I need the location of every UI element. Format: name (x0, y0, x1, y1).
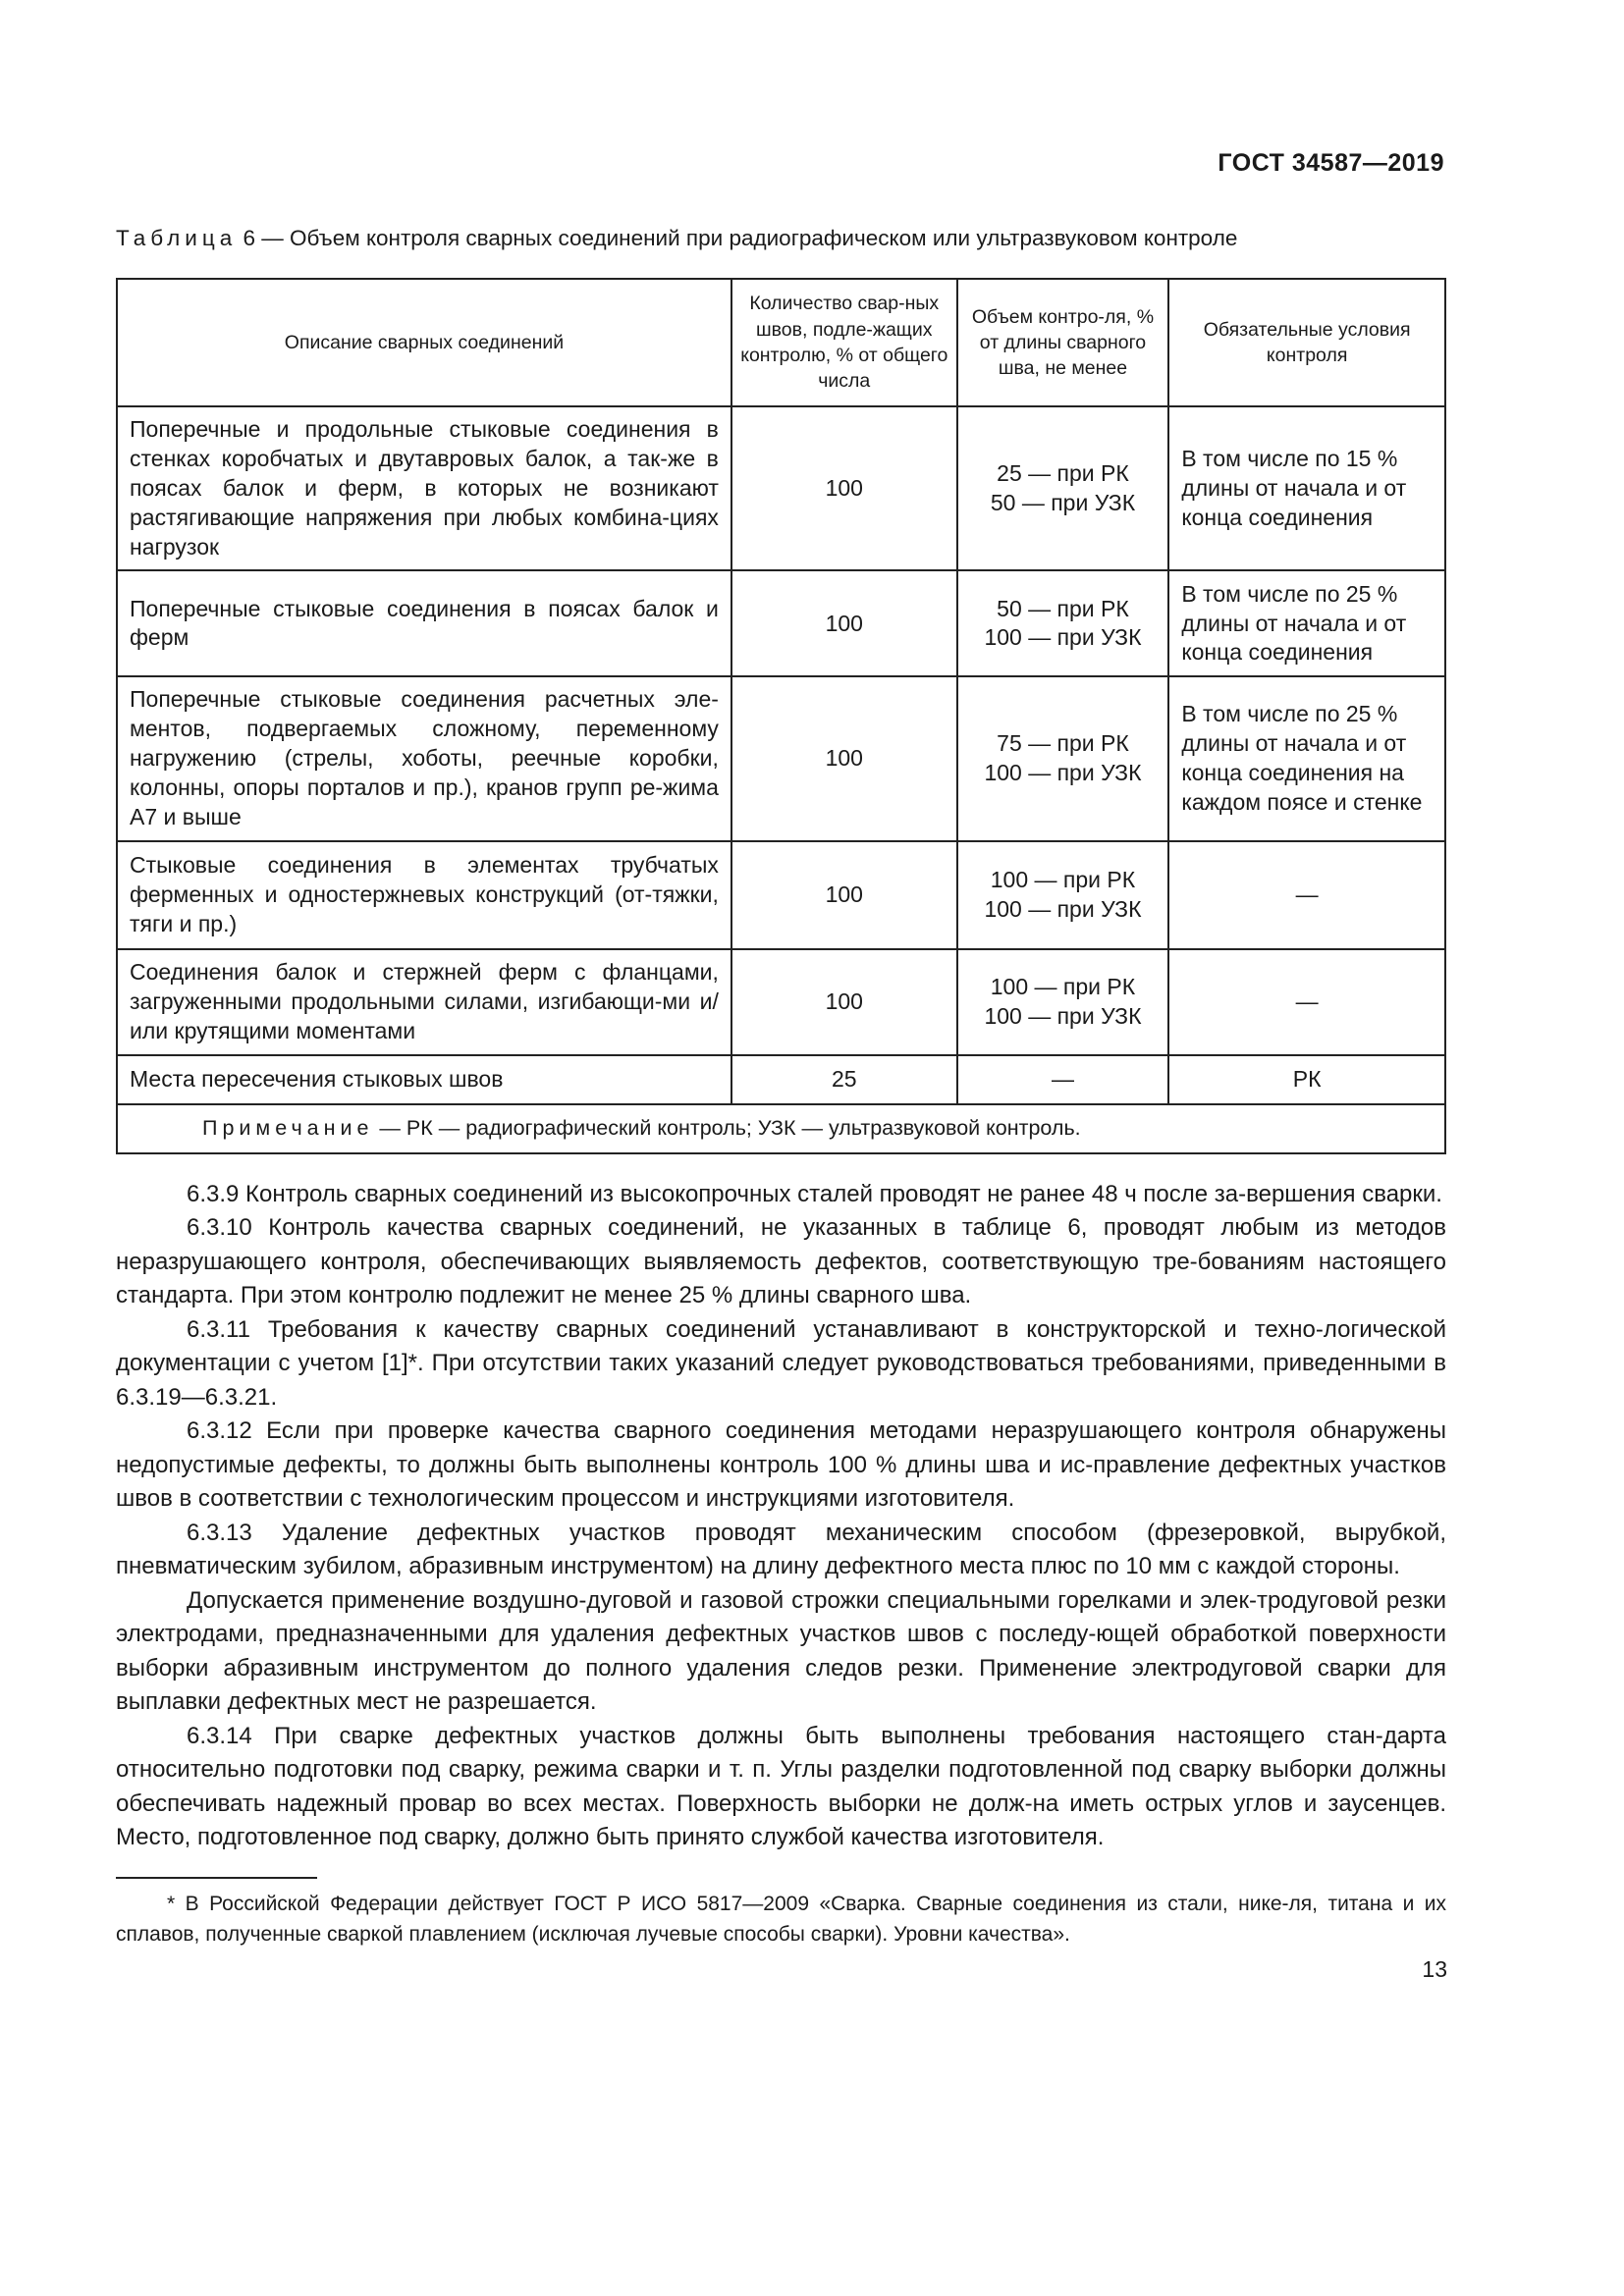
table-caption-label: Таблица (116, 226, 238, 250)
table-row (117, 570, 1445, 676)
row-volume (957, 676, 1169, 840)
table-caption-text: 6 — Объем контроля сварных соединений при радиографическом или ультразвуковом контроле (237, 226, 1238, 250)
paragraph-6-3-13-cont: Допускается применение воздушно-дуговой и газовой строжки специальными горелками и элек-тродуговой резки электродами, предназначенными для удаления дефектных участков швов с последу-ющей обработкой поверхности выборки абразивным инструментом до полного удаления следов резки. Применение электродуговой сварки для выплавки дефектных мест не разрешается. (116, 1586, 1446, 1716)
row-description: Поперечные стыковые соединения расчетных эле-ментов, подвергаемых сложному, переменному нагружению (стрелы, хоботы, реечные коробки, колонны, опоры порталов и пр.), кранов групп ре-жима А7 и выше (117, 676, 731, 840)
paragraph-6-3-10: 6.3.10 Контроль качества сварных соединений, не указанных в таблице 6, проводят любым из методов неразрушающего контроля, обеспечивающих выявляемость дефектов, соответствующую тре-бованиям настоящего стандарта. При этом контролю подлежит не менее 25 % длины сварного шва. (116, 1214, 1446, 1309)
row-conditions: В том числе по 25 % длины от начала и от конца соединения на каждом поясе и стенке (1168, 676, 1445, 840)
table-caption (116, 226, 1237, 251)
row-volume-rk: 25 — при РК (997, 459, 1129, 486)
row-volume-rk: 75 — при РК (997, 730, 1129, 757)
welding-control-table (116, 278, 1446, 1154)
row-description: Поперечные и продольные стыковые соединения в стенках коробчатых и двутавровых балок, а так-же в поясах балок и ферм, в которых не возникают растягивающие напряжения при любых комбина-циях нагрузок (117, 406, 731, 570)
table-row (117, 676, 1445, 840)
note-text: — РК — радиографический контроль; УЗК — ультразвуковой контроль. (373, 1115, 1081, 1140)
table-row (117, 949, 1445, 1055)
table-header-row (117, 279, 1445, 406)
row-volume-uzk: 50 — при УЗК (990, 489, 1136, 515)
note-label: Примечание (202, 1115, 374, 1140)
col-header-description: Описание сварных соединений (117, 279, 731, 406)
col-header-volume: Объем контро-ля, % от длины сварного шва, не менее (957, 279, 1169, 406)
paragraph-6-3-12: 6.3.12 Если при проверке качества сварного соединения методами неразрушающего контроля обнаружены недопустимые дефекты, то должны быть выполнены контроль 100 % длины шва и ис-правление дефектных участков швов в соответствии с технологическим процессом и инструкциями изготовителя. (116, 1417, 1446, 1513)
row-conditions: В том числе по 25 % длины от начала и от конца соединения (1168, 570, 1445, 676)
standard-designation: ГОСТ 34587—2019 (1218, 149, 1444, 177)
row-volume-uzk: 100 — при УЗК (984, 1002, 1142, 1029)
row-description: Поперечные стыковые соединения в поясах балок и ферм (117, 570, 731, 676)
row-volume (957, 841, 1169, 949)
table-note-row (117, 1104, 1445, 1153)
row-description: Соединения балок и стержней ферм с фланцами, загруженными продольными силами, изгибающи-ми и/или крутящими моментами (117, 949, 731, 1055)
row-volume-rk: 100 — при РК (990, 867, 1136, 893)
row-volume: — (957, 1055, 1169, 1104)
row-description: Стыковые соединения в элементах трубчатых ферменных и одностержневых конструкций (от-тяжки, тяги и пр.) (117, 841, 731, 949)
row-volume-uzk: 100 — при УЗК (984, 624, 1142, 651)
paragraph-6-3-9: 6.3.9 Контроль сварных соединений из высокопрочных сталей проводят не ранее 48 ч после за-вершения сварки. (187, 1180, 1442, 1207)
table-note (117, 1104, 1445, 1153)
footnote: * В Российской Федерации действует ГОСТ Р ИСО 5817—2009 «Сварка. Сварные соединения из стали, нике-ля, титана и их сплавов, полученные сваркой плавлением (исключая лучевые способы сварки). Уровни качества». (116, 1892, 1446, 1947)
row-conditions: В том числе по 15 % длины от начала и от конца соединения (1168, 406, 1445, 570)
row-volume-uzk: 100 — при УЗК (984, 760, 1142, 786)
paragraph-6-3-13: 6.3.13 Удаление дефектных участков проводят механическим способом (фрезеровкой, вырубкой, пневматическим зубилом, абразивным инструментом) на длину дефектного места плюс по 10 мм с каждой стороны. (116, 1519, 1446, 1580)
row-count: 100 (731, 676, 957, 840)
col-header-conditions: Обязательные условия контроля (1168, 279, 1445, 406)
row-volume (957, 949, 1169, 1055)
row-description: Места пересечения стыковых швов (117, 1055, 731, 1104)
row-conditions: РК (1168, 1055, 1445, 1104)
row-volume (957, 570, 1169, 676)
row-volume-rk: 50 — при РК (997, 595, 1129, 621)
table-row (117, 841, 1445, 949)
table-row (117, 1055, 1445, 1104)
row-conditions: — (1168, 949, 1445, 1055)
row-conditions: — (1168, 841, 1445, 949)
paragraph-6-3-14: 6.3.14 При сварке дефектных участков должны быть выполнены требования настоящего стан-дарта относительно подготовки под сварку, режима сварки и т. п. Углы разделки подготовленной под сварку выборки должны обеспечивать надежный провар во всех местах. Поверхность выборки не долж-на иметь острых углов и заусенцев. Место, подготовленное под сварку, должно быть принято службой качества изготовителя. (116, 1722, 1446, 1851)
row-count: 100 (731, 570, 957, 676)
row-volume-uzk: 100 — при УЗК (984, 895, 1142, 922)
row-volume (957, 406, 1169, 570)
row-count: 100 (731, 406, 957, 570)
body-text (116, 1178, 1446, 1855)
row-count: 100 (731, 841, 957, 949)
page-number: 13 (1422, 1955, 1447, 1982)
paragraph-6-3-11: 6.3.11 Требования к качеству сварных соединений устанавливают в конструкторской и техно-логической документации с учетом [1]*. При отсутствии таких указаний следует руководствоваться требованиями, приведенными в 6.3.19—6.3.21. (116, 1315, 1446, 1411)
table-row (117, 406, 1445, 570)
row-volume-rk: 100 — при РК (990, 974, 1136, 1000)
col-header-count: Количество свар-ных швов, подле-жащих контролю, % от общего числа (731, 279, 957, 406)
row-count: 25 (731, 1055, 957, 1104)
row-count: 100 (731, 949, 957, 1055)
footnote-divider (116, 1877, 317, 1879)
